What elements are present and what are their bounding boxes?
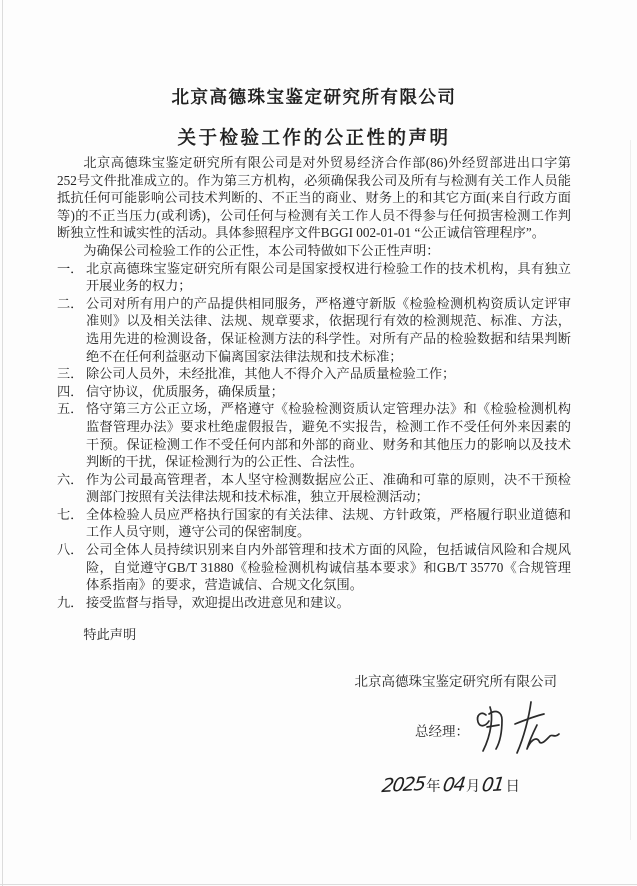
date-month-handwritten: 04 — [441, 773, 466, 797]
date-month-char: 月 — [465, 779, 481, 796]
date-year-char: 年 — [426, 779, 441, 796]
handwritten-signature — [471, 699, 563, 755]
item-text: 公司全体人员持续识别来自内外部管理和技术方面的风险，包括诚信风险和合规风险，自觉遵守GB/T 31880《检验检测机构诚信基本要求》和GB/T 35770《合规管理体系指南》的要求，营造诚信、合规文化氛围。 — [86, 542, 571, 593]
item-text: 信守协议，优质服务，确保质量； — [86, 383, 284, 399]
item-number: 二． — [57, 295, 84, 311]
item-text: 作为公司最高管理者，本人坚守检测数据应公正、准确和可靠的原则，决不干预检测部门按照有关法律法规和技术标准，独立开展检测活动； — [86, 471, 571, 505]
item-number: 六． — [57, 471, 84, 487]
item-text: 除公司人员外，未经批准，其他人不得介入产品质量检验工作； — [86, 366, 456, 382]
declaration-item — [57, 365, 571, 383]
scan-edge-left — [2, 0, 3, 886]
scan-edge-right — [630, 140, 631, 840]
item-number: 五． — [57, 401, 84, 417]
declaration-list — [57, 260, 571, 612]
date-line — [57, 774, 521, 804]
scan-edge-bottom — [0, 884, 637, 885]
page-title: 北京高德珠宝鉴定研究所有限公司 — [171, 87, 457, 107]
declaration-item — [57, 541, 571, 594]
closing-statement: 特此声明 — [83, 627, 137, 643]
signer-label: 总经理： — [415, 724, 469, 740]
document-subtitle: 关于检验工作的公正性的声明 — [177, 127, 451, 148]
intro-paragraph: 北京高德珠宝鉴定研究所有限公司是对外贸易经济合作部(86)外经贸部进出口字第252号文件批准成立的。作为第三方机构，必须确保我公司及所有与检测有关工作人员能抵抗任何可能影响公司技术判断的、不正当的商业、财务上的和其它方面(来自行政方面等)的不正当压力(或利诱)，公司任何与检测有关工作人员不得参与任何损害检测工作判断独立性和诚实性的活动。具体参照程序文件BGGI 002-01-01 “公正诚信管理程序”。 — [57, 155, 571, 241]
lead-in-paragraph: 为确保公司检验工作的公正性，本公司特做如下公正性声明： — [83, 242, 440, 258]
item-number: 三． — [57, 366, 84, 382]
item-text: 公司对所有用户的产品提供相同服务，严格遵守新版《检验检测机构资质认定评审准则》以及相关法律、法规、规章要求，依据现行有效的检测规范、标准、方法，选用先进的检测设备，保证检测方法的科学性。对所有产品的检验数据和结果判断绝不在任何利益驱动下偏离国家法律法规和技术标准； — [86, 295, 571, 364]
declaration-item — [57, 400, 571, 470]
signer-row — [57, 702, 563, 758]
item-number: 八． — [57, 542, 84, 558]
date-day-handwritten: 01 — [480, 773, 505, 797]
declaration-item — [57, 383, 571, 401]
item-number: 九． — [57, 594, 84, 610]
item-text: 北京高德珠宝鉴定研究所有限公司是国家授权进行检验工作的技术机构，具有独立开展业务的权力； — [86, 260, 571, 294]
declaration-item — [57, 594, 571, 612]
item-text: 全体检验人员应严格执行国家的有关法律、法规、方针政策，严格履行职业道德和工作人员守则，遵守公司的保密制度。 — [86, 506, 571, 540]
date-year-handwritten: 2025 — [380, 772, 426, 798]
declaration-item — [57, 260, 571, 295]
item-text: 恪守第三方公正立场，严格遵守《检验检测资质认定管理办法》和《检验检测机构监督管理办法》要求杜绝虚假报告，避免不实报告，检测工作不受任何外来因素的干预。保证检测工作不受任何内部和外部的商业、财务和其他压力的影响以及技术判断的干扰，保证检测行为的公正性、合法性。 — [86, 401, 571, 470]
item-number: 七． — [57, 506, 84, 522]
item-number: 四． — [57, 383, 84, 399]
company-signoff: 北京高德珠宝鉴定研究所有限公司 — [354, 674, 557, 690]
declaration-item — [57, 295, 571, 365]
declaration-item — [57, 471, 571, 506]
date-day-char: 日 — [505, 779, 520, 796]
item-number: 一． — [57, 260, 84, 276]
item-text: 接受监督与指导，欢迎提出改进意见和建议。 — [86, 594, 350, 610]
declaration-item — [57, 506, 571, 541]
